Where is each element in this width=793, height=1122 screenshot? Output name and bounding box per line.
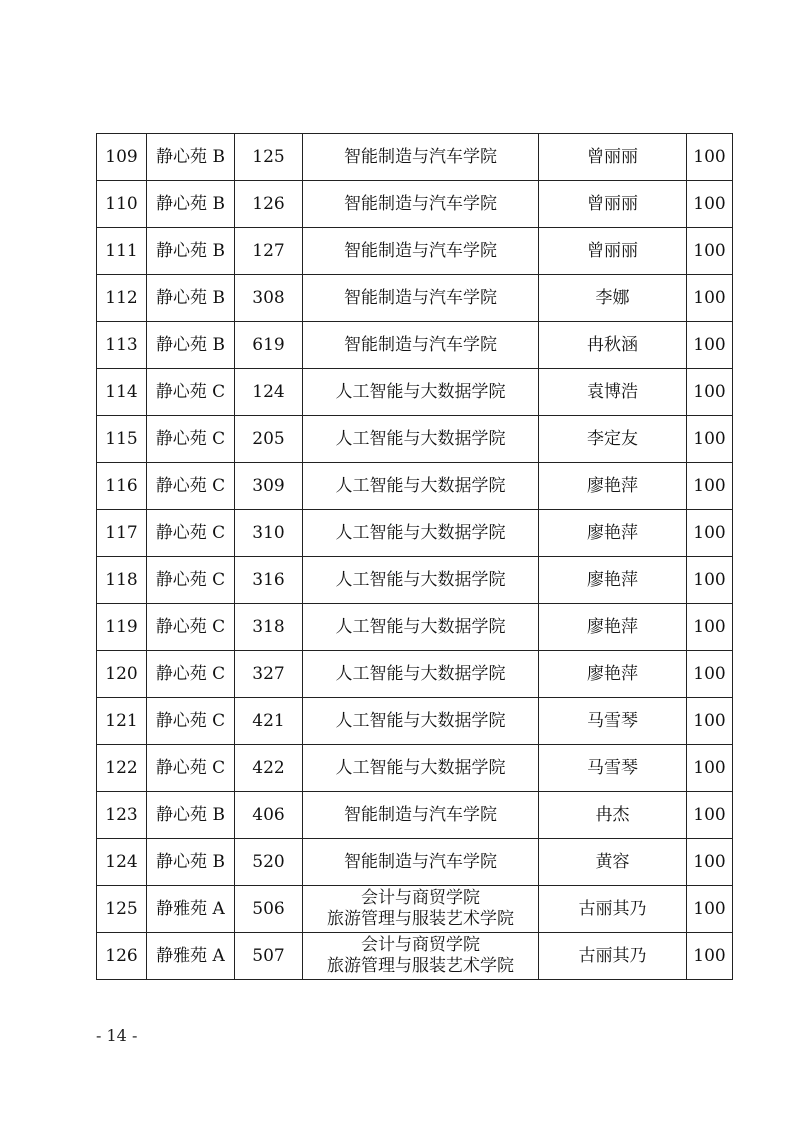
name-cell: 廖艳萍 — [539, 463, 687, 510]
building-cell: 静心苑 B — [147, 322, 235, 369]
department-line: 人工智能与大数据学院 — [335, 757, 506, 778]
index-cell: 117 — [97, 510, 147, 557]
department-line: 旅游管理与服装艺术学院 — [327, 956, 514, 976]
page-number: - 14 - — [96, 1026, 138, 1045]
department-line: 智能制造与汽车学院 — [344, 193, 497, 214]
building-cell: 静雅苑 A — [147, 933, 235, 980]
department-line: 人工智能与大数据学院 — [335, 428, 506, 449]
name-cell: 曾丽丽 — [539, 228, 687, 275]
room-cell: 308 — [235, 275, 303, 322]
score-cell: 100 — [687, 322, 733, 369]
room-cell: 406 — [235, 792, 303, 839]
index-cell: 114 — [97, 369, 147, 416]
department-cell — [303, 839, 539, 886]
name-cell: 马雪琴 — [539, 698, 687, 745]
name-cell: 古丽其乃 — [539, 886, 687, 933]
department-line: 人工智能与大数据学院 — [335, 663, 506, 684]
department-cell — [303, 557, 539, 604]
score-cell: 100 — [687, 275, 733, 322]
name-cell: 马雪琴 — [539, 745, 687, 792]
department-line: 会计与商贸学院 — [361, 888, 480, 908]
name-cell: 廖艳萍 — [539, 510, 687, 557]
score-cell: 100 — [687, 604, 733, 651]
department-cell — [303, 228, 539, 275]
building-cell: 静心苑 C — [147, 463, 235, 510]
table-row — [97, 886, 733, 933]
name-cell: 冉秋涵 — [539, 322, 687, 369]
score-cell: 100 — [687, 745, 733, 792]
building-cell: 静心苑 C — [147, 651, 235, 698]
building-cell: 静心苑 B — [147, 228, 235, 275]
department-line: 人工智能与大数据学院 — [335, 522, 506, 543]
building-cell: 静心苑 B — [147, 275, 235, 322]
room-cell: 126 — [235, 181, 303, 228]
department-line: 旅游管理与服装艺术学院 — [327, 909, 514, 929]
department-line: 智能制造与汽车学院 — [344, 804, 497, 825]
building-cell: 静心苑 B — [147, 839, 235, 886]
table-row — [97, 792, 733, 839]
building-cell: 静雅苑 A — [147, 886, 235, 933]
room-cell: 127 — [235, 228, 303, 275]
room-cell: 205 — [235, 416, 303, 463]
index-cell: 116 — [97, 463, 147, 510]
department-cell — [303, 134, 539, 181]
room-cell: 520 — [235, 839, 303, 886]
department-line: 智能制造与汽车学院 — [344, 851, 497, 872]
room-cell: 422 — [235, 745, 303, 792]
index-cell: 120 — [97, 651, 147, 698]
department-line: 智能制造与汽车学院 — [344, 334, 497, 355]
index-cell: 121 — [97, 698, 147, 745]
name-cell: 冉杰 — [539, 792, 687, 839]
score-cell: 100 — [687, 839, 733, 886]
score-cell: 100 — [687, 557, 733, 604]
room-cell: 507 — [235, 933, 303, 980]
name-cell: 袁博浩 — [539, 369, 687, 416]
department-line: 人工智能与大数据学院 — [335, 569, 506, 590]
room-cell: 310 — [235, 510, 303, 557]
index-cell: 119 — [97, 604, 147, 651]
index-cell: 124 — [97, 839, 147, 886]
name-cell: 李定友 — [539, 416, 687, 463]
department-cell — [303, 886, 539, 933]
index-cell: 110 — [97, 181, 147, 228]
score-cell: 100 — [687, 416, 733, 463]
name-cell: 廖艳萍 — [539, 604, 687, 651]
index-cell: 109 — [97, 134, 147, 181]
score-cell: 100 — [687, 134, 733, 181]
building-cell: 静心苑 C — [147, 510, 235, 557]
score-cell: 100 — [687, 698, 733, 745]
department-cell — [303, 698, 539, 745]
building-cell: 静心苑 C — [147, 698, 235, 745]
building-cell: 静心苑 C — [147, 369, 235, 416]
index-cell: 113 — [97, 322, 147, 369]
table-row — [97, 510, 733, 557]
building-cell: 静心苑 C — [147, 745, 235, 792]
room-cell: 619 — [235, 322, 303, 369]
index-cell: 123 — [97, 792, 147, 839]
room-cell: 421 — [235, 698, 303, 745]
score-cell: 100 — [687, 463, 733, 510]
index-cell: 111 — [97, 228, 147, 275]
table-body — [97, 134, 733, 980]
table-row — [97, 275, 733, 322]
table-row — [97, 322, 733, 369]
building-cell: 静心苑 B — [147, 181, 235, 228]
room-cell: 506 — [235, 886, 303, 933]
dormitory-score-table — [96, 133, 733, 980]
table-row — [97, 839, 733, 886]
name-cell: 古丽其乃 — [539, 933, 687, 980]
index-cell: 125 — [97, 886, 147, 933]
score-cell: 100 — [687, 369, 733, 416]
index-cell: 115 — [97, 416, 147, 463]
table-row — [97, 463, 733, 510]
name-cell: 廖艳萍 — [539, 651, 687, 698]
index-cell: 112 — [97, 275, 147, 322]
room-cell: 318 — [235, 604, 303, 651]
score-cell: 100 — [687, 886, 733, 933]
department-cell — [303, 181, 539, 228]
department-cell — [303, 510, 539, 557]
department-line: 人工智能与大数据学院 — [335, 381, 506, 402]
room-cell: 309 — [235, 463, 303, 510]
department-line: 会计与商贸学院 — [361, 935, 480, 955]
table-row — [97, 933, 733, 980]
department-line: 人工智能与大数据学院 — [335, 710, 506, 731]
table-row — [97, 228, 733, 275]
score-cell: 100 — [687, 181, 733, 228]
score-cell: 100 — [687, 510, 733, 557]
department-cell — [303, 651, 539, 698]
department-line: 智能制造与汽车学院 — [344, 287, 497, 308]
table-row — [97, 651, 733, 698]
index-cell: 126 — [97, 933, 147, 980]
room-cell: 124 — [235, 369, 303, 416]
department-cell — [303, 463, 539, 510]
department-cell — [303, 933, 539, 980]
score-cell: 100 — [687, 792, 733, 839]
table-row — [97, 369, 733, 416]
department-cell — [303, 275, 539, 322]
department-line: 人工智能与大数据学院 — [335, 475, 506, 496]
department-cell — [303, 322, 539, 369]
index-cell: 118 — [97, 557, 147, 604]
building-cell: 静心苑 B — [147, 792, 235, 839]
room-cell: 327 — [235, 651, 303, 698]
room-cell: 316 — [235, 557, 303, 604]
department-line: 人工智能与大数据学院 — [335, 616, 506, 637]
department-cell — [303, 745, 539, 792]
name-cell: 曾丽丽 — [539, 181, 687, 228]
room-cell: 125 — [235, 134, 303, 181]
score-cell: 100 — [687, 228, 733, 275]
name-cell: 曾丽丽 — [539, 134, 687, 181]
index-cell: 122 — [97, 745, 147, 792]
name-cell: 廖艳萍 — [539, 557, 687, 604]
department-cell — [303, 416, 539, 463]
score-cell: 100 — [687, 933, 733, 980]
table-row — [97, 604, 733, 651]
table-row — [97, 745, 733, 792]
table-row — [97, 134, 733, 181]
building-cell: 静心苑 C — [147, 557, 235, 604]
table-row — [97, 181, 733, 228]
table-row — [97, 557, 733, 604]
score-cell: 100 — [687, 651, 733, 698]
table-row — [97, 698, 733, 745]
name-cell: 黄容 — [539, 839, 687, 886]
department-line: 智能制造与汽车学院 — [344, 240, 497, 261]
department-cell — [303, 792, 539, 839]
table-row — [97, 416, 733, 463]
department-cell — [303, 369, 539, 416]
name-cell: 李娜 — [539, 275, 687, 322]
building-cell: 静心苑 C — [147, 416, 235, 463]
building-cell: 静心苑 B — [147, 134, 235, 181]
department-line: 智能制造与汽车学院 — [344, 146, 497, 167]
building-cell: 静心苑 C — [147, 604, 235, 651]
department-cell — [303, 604, 539, 651]
